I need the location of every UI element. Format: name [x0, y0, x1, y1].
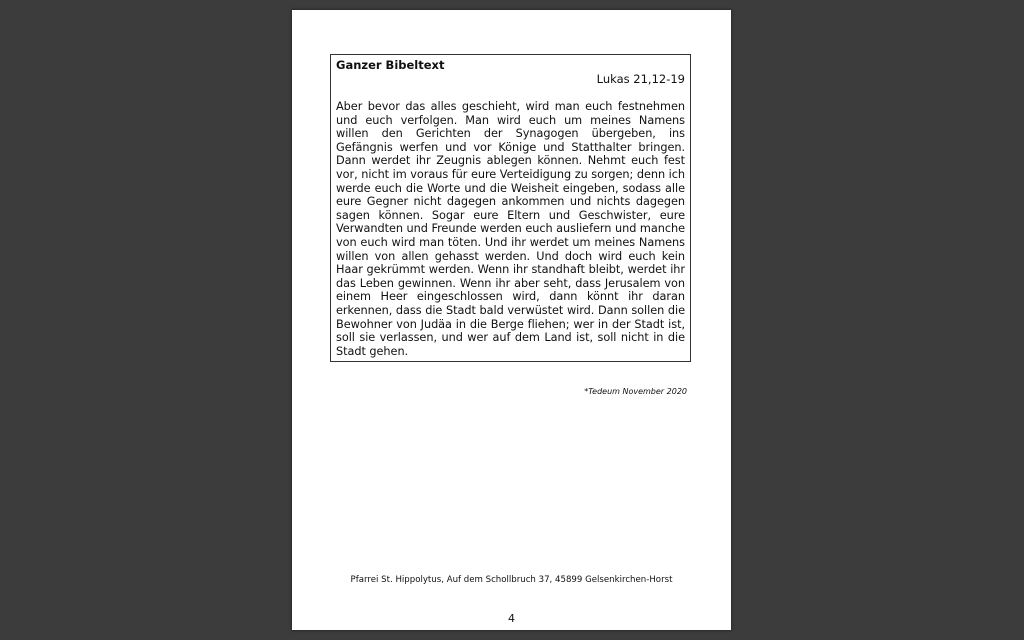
- bible-passage: Aber bevor das alles geschieht, wird man euch festnehmen und euch verfolgen. Man wird euch um meines Namens willen den Gerichten der Synagogen übergeben, ins Gefängnis werfen und vor Könige und Statthalter bringen. Dann werdet ihr Zeugnis ablegen können. Nehmt euch fest vor, nicht im voraus für eure Verteidigung zu sorgen; denn ich werde euch die Worte und die Weisheit eingeben, sodass alle eure Gegner nicht dagegen ankommen und nichts dagegen sagen können. Sogar eure Eltern und Geschwister, eure Verwandten und Freunde werden euch ausliefern und manche von euch wird man töten. Und ihr werdet um meines Namens willen von allen gehasst werden. Und doch wird euch kein Haar gekrümmt werden. Wenn ihr standhaft bleibt, werdet ihr das Leben gewinnen. Wenn ihr aber seht, dass Jerusalem von einem Heer eingeschlossen wird, dann könnt ihr daran erkennen, dass die Stadt bald verwüstet wird. Dann sollen die Bewohner von Judäa in die Berge fliehen; wer in der Stadt ist, soll sie verlassen, und wer auf dem Land ist, soll nicht in die Stadt gehen.: [336, 100, 685, 358]
- page-footer: Pfarrei St. Hippolytus, Auf dem Schollbruch 37, 45899 Gelsenkirchen-Horst: [350, 575, 673, 585]
- source-note: *Tedeum November 2020: [584, 387, 687, 396]
- page-number: 4: [508, 612, 515, 625]
- bible-text-box: [330, 54, 691, 362]
- box-title: Ganzer Bibeltext: [336, 58, 445, 72]
- scripture-reference: Lukas 21,12-19: [596, 72, 685, 86]
- document-page: [292, 10, 731, 630]
